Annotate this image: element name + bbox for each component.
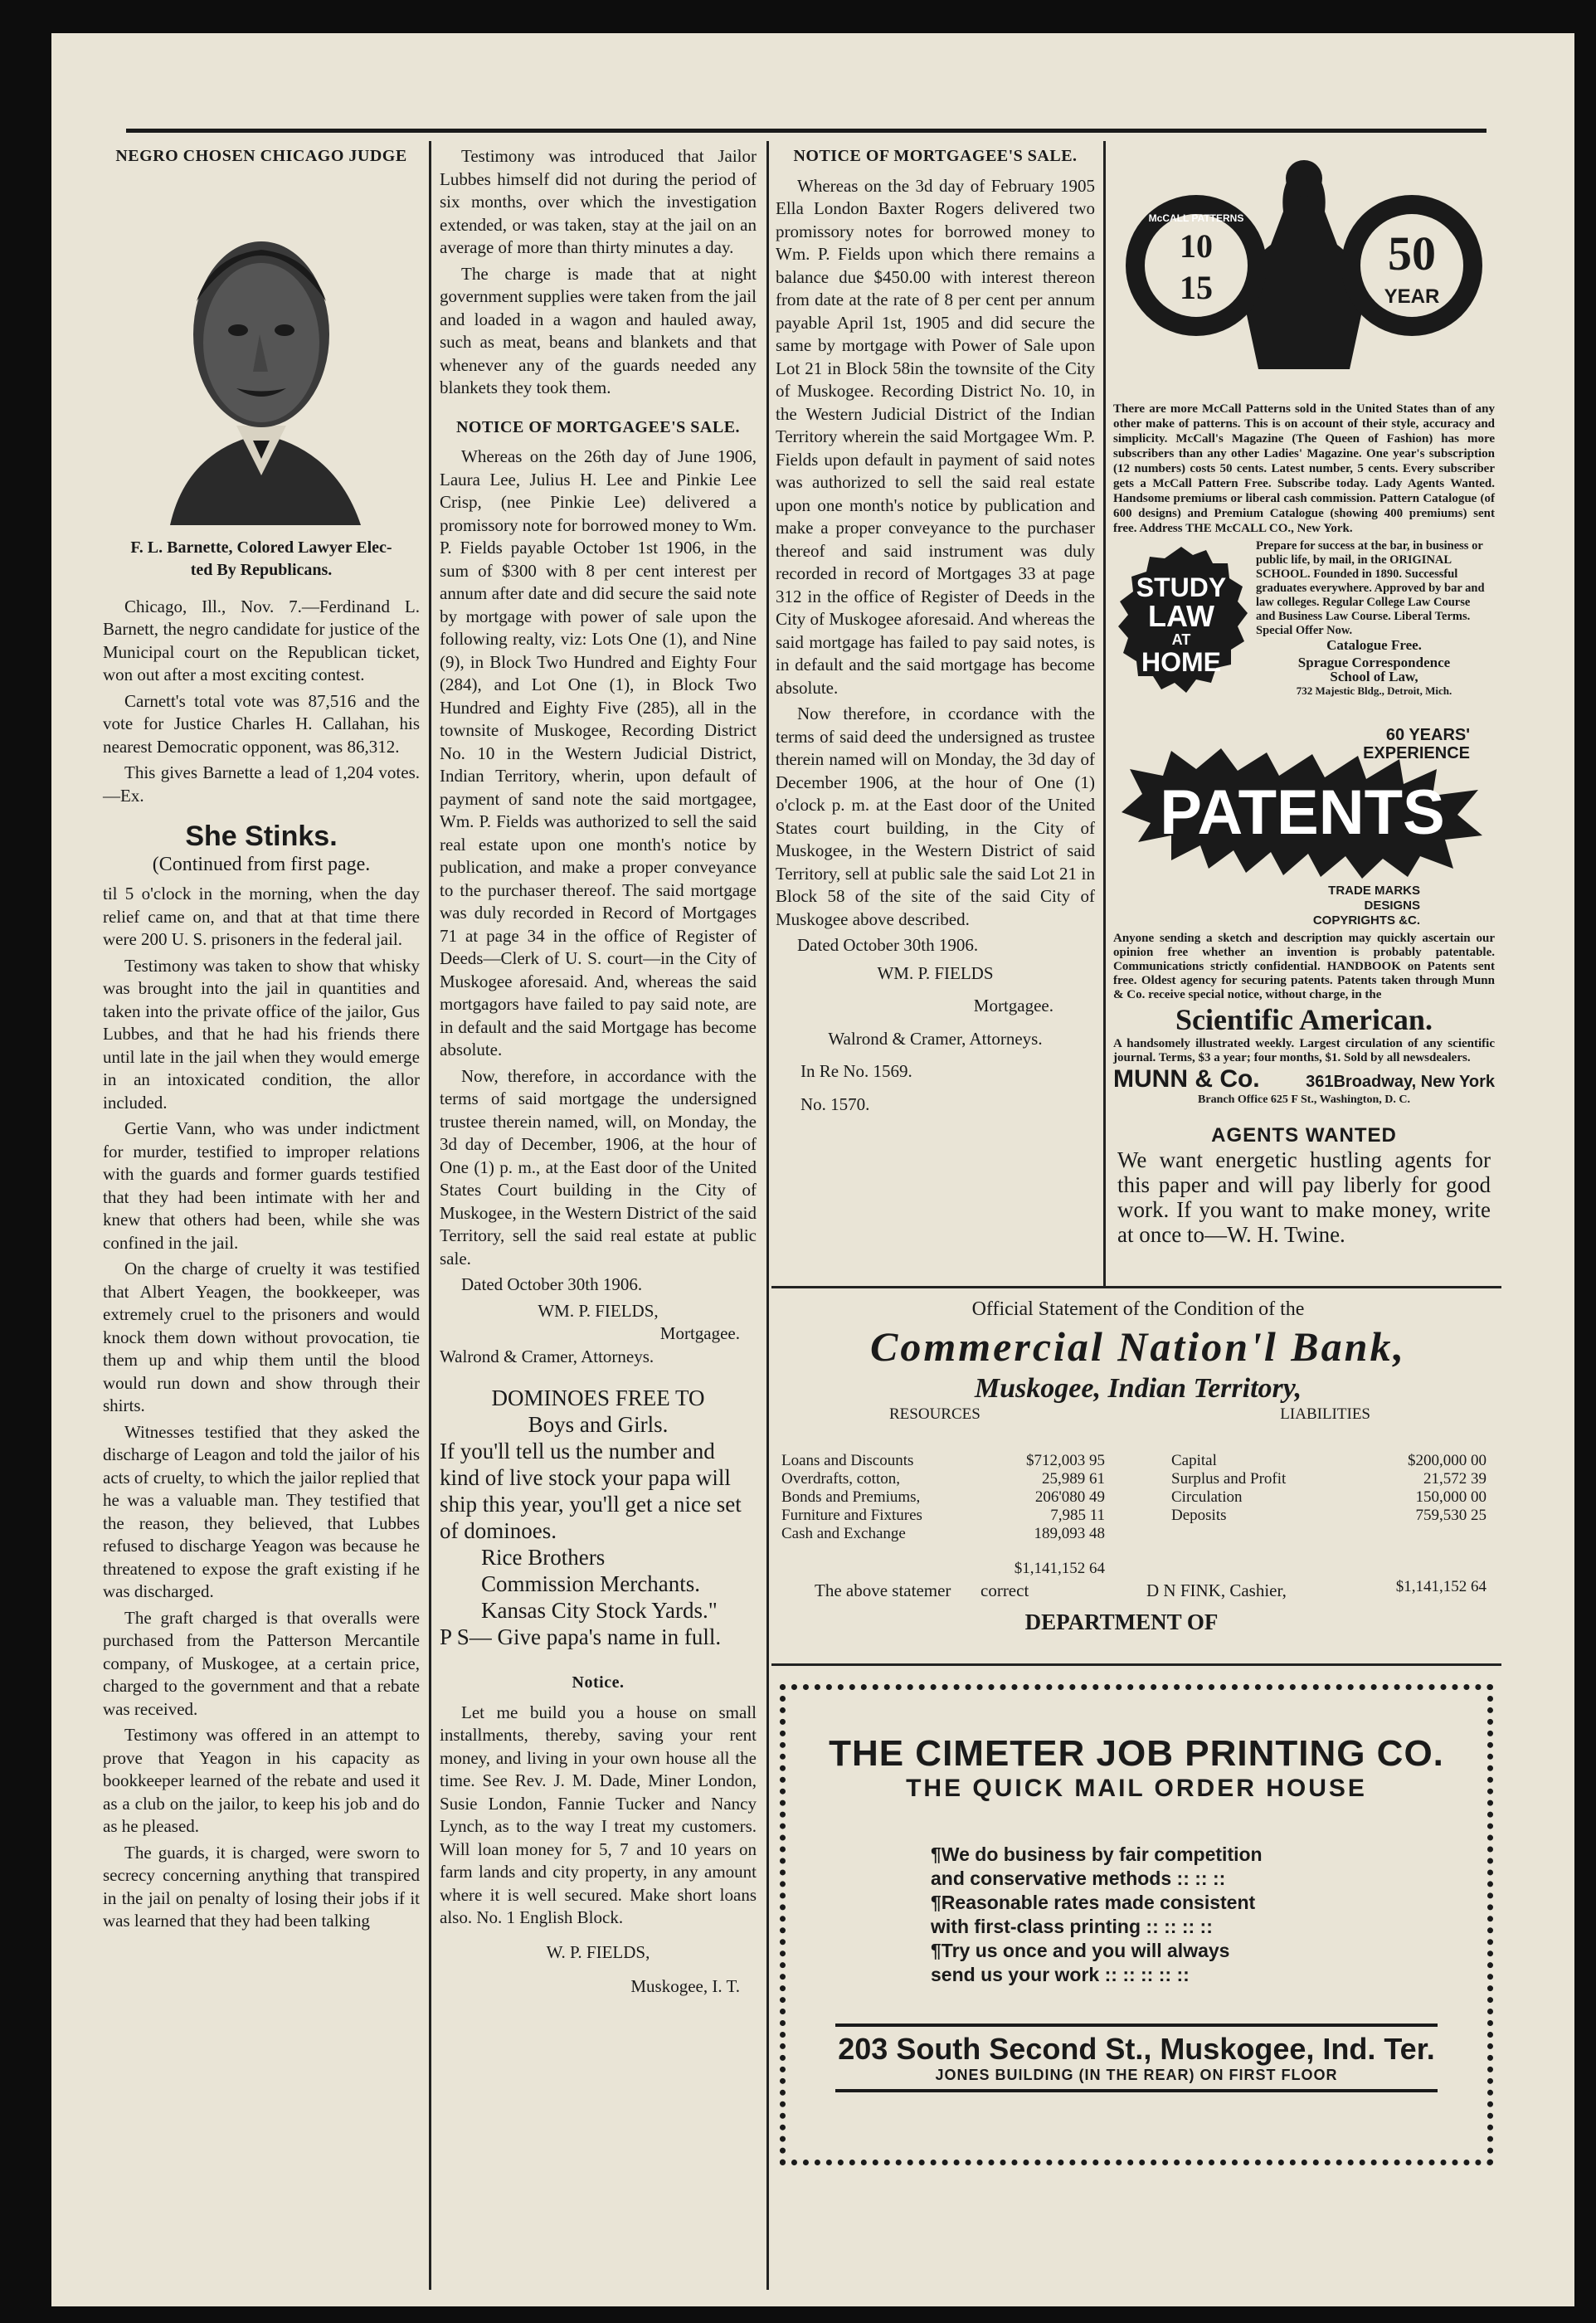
printing-address-2: JONES BUILDING (IN THE REAR) ON FIRST FLOOR — [935, 2067, 1338, 2083]
bank-bottom-rule — [771, 1663, 1501, 1666]
dominoes-line: Rice Brothers — [481, 1545, 606, 1570]
column-3 — [776, 145, 1095, 1116]
mccall-badge-left-number-1: 10 — [1180, 227, 1213, 265]
notice2-title: Notice. — [572, 1673, 625, 1692]
bank-name: Commercial Nation'l Bank, — [870, 1323, 1406, 1370]
notice-title: NOTICE OF MORTGAGEE'S SALE. — [793, 147, 1078, 165]
portrait-illustration — [137, 177, 386, 525]
patents-munn-address: 361Broadway, New York — [1306, 1073, 1495, 1091]
notice-paragraph: Now therefore, in ccordance with the terms of said deed the undersigned as trustee therein named will on Monday, the 3d day of December 1906, at the hour of One (1) o'clock p. m. at the East door of the United States court building, in the City of Muskogee, in the Western District of said Territory, sell at public sale the said Lot 21 in Block 58 of the site of the said City of Muskogee above described. — [776, 704, 1095, 929]
bank-liability-row: Capital $200,000 00 — [1171, 1452, 1487, 1469]
mccall-badge-left-number-2: 15 — [1180, 269, 1213, 306]
bank-liability-row: Surplus and Profit 21,572 39 — [1171, 1470, 1487, 1488]
agents-text: We want energetic hustling agents for this paper and will pay liberly for good work. If you want to make money, write at once to—W. H. Twine. — [1117, 1147, 1491, 1247]
dominoes-body: If you'll tell us the number and kind of live stock your papa will ship this year, you'll get a nice set of dominoes. — [440, 1439, 742, 1543]
mccall-badge-left-label: McCALL PATTERNS — [1148, 212, 1244, 224]
bank-liabilities-table — [1171, 1452, 1487, 1596]
column-rule-3 — [1103, 141, 1106, 1286]
story-paragraph: The guards, it is charged, were sworn to secrecy concerning anything that transpired in the jail on penalty of losing their jobs if it was learned that they had been talking — [103, 1842, 420, 1931]
patents-marks-line-3: COPYRIGHTS &C. — [1312, 913, 1420, 928]
patents-marks-line-2: DESIGNS — [1364, 899, 1420, 913]
study-law-ad — [1113, 539, 1495, 705]
notice-dated: Dated October 30th 1906. — [461, 1274, 643, 1294]
bank-liabilities-label: LIABILITIES — [1280, 1405, 1370, 1423]
bank-heading: Official Statement of the Condition of the — [971, 1298, 1305, 1320]
notice2-place: Muskogee, I. T. — [630, 1976, 740, 1996]
study-law-school-line-2: School of Law, — [1330, 669, 1418, 684]
bank-liability-row: Circulation 150,000 00 — [1171, 1488, 1487, 1506]
printing-ad — [780, 1684, 1493, 2165]
patents-scientific-american: Scientific American. — [1175, 1003, 1433, 1036]
bank-resource-row: Overdrafts, cotton, 25,989 61 — [781, 1470, 1105, 1488]
notice-attorneys: Walrond & Cramer, Attorneys. — [828, 1028, 1043, 1049]
article-paragraph: Carnett's total vote was 87,516 and the vote for Justice Charles H. Callahan, his nearest Democratic opponent, was 86,312. — [103, 690, 420, 757]
article-paragraph: This gives Barnette a lead of 1,204 votes.—Ex. — [103, 762, 420, 806]
printing-address: 203 South Second St., Muskogee, Ind. Ter. — [838, 2032, 1435, 2066]
bank-department: DEPARTMENT OF — [1024, 1610, 1219, 1634]
study-law-catalogue: Catalogue Free. — [1326, 637, 1422, 653]
notice-signer: WM. P. FIELDS, — [538, 1300, 659, 1321]
notice-role: Mortgagee. — [973, 996, 1053, 1015]
story-paragraph: Testimony was taken to show that whisky was brought into the jail in quantities and taken into the private office of the jailor, Gus Lubbes, and that he had his friends there until late in the jail when they would emerge in an intoxicated condition, the allor included. — [103, 955, 420, 1113]
column-2 — [440, 145, 757, 1999]
notice-role: Mortgagee. — [659, 1323, 740, 1343]
bank-resource-row: Bonds and Premiums, 206'080 49 — [781, 1488, 1105, 1506]
mccall-ad-text: There are more McCall Patterns sold in the United States than of any other make of patterns. This is on account of their style, accuracy and simplicity. McCall's Magazine (The Queen of Fashion) has more subscribers than any other Ladies' Magazine. One year's subscription (12 numbers) costs 50 cents. Latest number, 5 cents. Every subscriber gets a McCall Pattern Free. Subscribe today. Lady Agents Wanted. Handsome premiums or liberal cash commission. Pattern Catalogue (of 600 designs) and Premium Catalogue (showing 400 premiums) sent free. Address THE McCALL CO., New York. — [1113, 402, 1495, 535]
agents-wanted-ad — [1117, 1124, 1491, 1282]
mccall-badge-right-word: YEAR — [1384, 285, 1440, 308]
patents-ad — [1113, 726, 1495, 1124]
printing-lines — [931, 1843, 1487, 1987]
printing-title: THE CIMETER JOB PRINTING CO. — [829, 1733, 1444, 1774]
bank-resource-row: Cash and Exchange 189,093 48 — [781, 1525, 1105, 1542]
notice2-text: Let me build you a house on small installments, thereby, saving your rent money, and living in your own house all the time. See Rev. J. M. Dade, Miner London, Susie London, Fannie Tucker and Nancy Lynch, as to the way I treat my customers. Will loan money for 5, 7 and 10 years on farm lands and city property, in any amount where it is well secured. Make short loans also. No. 1 English Block. — [440, 1702, 757, 1927]
printing-line: with first-class printing :: :: :: :: — [931, 1916, 1213, 1937]
notice-paragraph: Whereas on the 3d day of February 1905 Ella London Baxter Rogers delivered two promissory notes for borrowed money to Wm. P. Fields upon which there remains a balance due $450.00 with interest thereon from date at the rate of 8 per cent per annum payable April 1st, 1905 and did secure the same by mortgage with Power of Sale upon Lot 21 in Block 58in the townsite of the City of Muskogee. Recording District No. 10, in the Western Judicial District of the Indian Territory wherein the said Mortgagee Wm. P. Fields upon default in payment of said notes was authorized to sell the said real estate upon one month's notice by publication and make a proper conveyance to the purchaser thereof and said instrument was duly recorded in record of Mortgages 33 at page 312 in the office of Register of Deeds in the City of Muskogee aforesaid. And whereas the said mortgage has failed to pay said notes, is in default and the said mortgage has become absolute. — [776, 175, 1095, 698]
patents-text-2: A handsomely illustrated weekly. Largest circulation of any scientific journal. Terms, $3 a year; four months, $1. Sold by all newsdealers. — [1113, 1037, 1495, 1064]
patents-munn: MUNN & Co. — [1113, 1065, 1260, 1093]
bank-resource-row: Furniture and Fixtures 7,985 11 — [781, 1507, 1105, 1524]
patents-word: PATENTS — [1160, 777, 1445, 848]
dominoes-line: Commission Merchants. — [481, 1571, 700, 1596]
bank-statement — [781, 1298, 1495, 1655]
case-number-2: No. 1570. — [800, 1093, 870, 1114]
column-rule-1 — [429, 141, 431, 2290]
dominoes-subtitle: Boys and Girls. — [528, 1412, 669, 1437]
bank-resource-row: Loans and Discounts $712,003 95 — [781, 1452, 1105, 1469]
notice-dated: Dated October 30th 1906. — [797, 935, 979, 955]
study-law-badge-line-1: STUDY — [1136, 572, 1227, 602]
printing-line: ¶Reasonable rates made consistent — [931, 1892, 1256, 1913]
patents-starburst — [1113, 744, 1495, 881]
bank-cashier: D N FINK, Cashier, — [1146, 1580, 1287, 1600]
portrait-caption-line-2: ted By Republicans. — [190, 561, 333, 579]
study-law-badge-line-3: AT — [1171, 631, 1191, 648]
patents-text: Anyone sending a sketch and description may quickly ascertain our opinion free whether an invention is probably patentable. Communications strictly confidential. HANDBOOK on Patents sent free. Oldest agency for securing patents. Patents taken through Munn & Co. receive special notice, without charge, in the — [1113, 932, 1495, 1001]
notice-paragraph: Now, therefore, in accordance with the terms of said mortgage the undersigned trustee therein named, will, on Monday, the 3d day of December, 1906, at the hour of One (1) p. m., at the East door of the United States Court building in the City of Muskogee, in the Western District of the said Territory, sell the said real estate at public sale. — [440, 1065, 757, 1269]
bank-top-rule — [771, 1286, 1501, 1288]
patents-experience-line-1: 60 YEARS' — [1385, 726, 1470, 744]
story-paragraph: til 5 o'clock in the morning, when the day relief came on, and that at that time there were 200 U. S. prisoners in the federal jail. — [103, 884, 420, 949]
case-number-1: In Re No. 1569. — [800, 1061, 912, 1081]
notice-paragraph: Whereas on the 26th day of June 1906, Laura Lee, Julius H. Lee and Pinkie Lee Crisp, (nee Pinkie Lee) delivered a promissory note for borrowed money to Wm. P. Fields payable October 1st 1906, in the sum of $300 with 8 per cent interest per annum after date and did secure the said note by mortgage with power of sale upon the following realty, viz: Lots One (1), and Nine (9), in Block Two Hundred and Eighty Four (284), and Lot One (1), in Block Two Hundred and Eighty Five (285), all in the townsite of Muskogee, Recording District No. 10 in the Western Judicial District, Indian Territory, wherin, upon default of payment of sand note the said mortgagee, Wm. P. Fields was authorized to sell the said real estate upon one month's notice by publication, and make a proper conveyance to the purchaser thereof. The said mortgage was duly recorded in Record of Mortgages 71 at page 34 in the office of Register of Deeds—Clerk of U. S. court—in the City of Muskogee aforesaid. And, whereas the said mortgagors have failed to pay said note, are in default and the said Mortgage has become absolute. — [440, 446, 757, 1059]
bank-location: Muskogee, Indian Territory, — [974, 1373, 1302, 1404]
bank-resources-table — [781, 1452, 1105, 1578]
patents-branch: Branch Office 625 F St., Washington, D. C. — [1198, 1093, 1410, 1106]
dominoes-title: DOMINOES FREE TO — [491, 1386, 705, 1410]
bank-liability-row: Deposits 759,530 25 — [1171, 1507, 1487, 1524]
bank-total-resources-row: $1,141,152 64 — [1014, 1560, 1105, 1577]
story-paragraph: Witnesses testified that they asked the discharge of Leagon and told the jailor of his acts of cruelty, to which the jailor replied that he was a valuable man. They testified that the reason, they believed, that Lubbes refused to discharge Yeagon was because he threatened to expose the graft existing if he was discharged. — [103, 1421, 420, 1601]
story-title: She Stinks. — [185, 821, 338, 852]
portrait-caption-line-1: F. L. Barnette, Colored Lawyer Elec- — [130, 538, 392, 557]
mccall-ad — [1113, 145, 1495, 535]
story-paragraph: The graft charged is that overalls were purchased from the Patterson Mercantile company, of Muskogee, at a certain price, charged to the government and that a rebate was received. — [103, 1607, 420, 1719]
printing-line: ¶We do business by fair competition — [931, 1843, 1263, 1865]
bank-total-liabilities-row: $1,141,152 64 — [1395, 1578, 1487, 1595]
dominoes-line: Kansas City Stock Yards." — [481, 1598, 718, 1623]
story-paragraph: Testimony was offered in an attempt to prove that Yeagon in his capacity as bookkeeper learned of the rebate and used it as a club on the jailor, to keep his job and do as he pleased. — [103, 1725, 420, 1836]
column-rule-2 — [766, 141, 769, 2290]
study-law-text: Prepare for success at the bar, in business or public life, by mail, in the ORIGINAL SCHOOL. Founded in 1890. Successful graduates everywhere. Approved by bar and law colleges. Regular College Law Course and Business Law Course. Liberal Terms. Special Offer Now. — [1256, 539, 1485, 637]
mccall-badge-right-number: 50 — [1388, 226, 1436, 280]
agents-title: AGENTS WANTED — [1211, 1124, 1397, 1147]
column-1 — [103, 145, 420, 1936]
printing-subtitle: THE QUICK MAIL ORDER HOUSE — [906, 1775, 1367, 1802]
bank-resources-label: RESOURCES — [889, 1405, 980, 1423]
study-law-badge — [1113, 543, 1250, 701]
printing-line: send us your work :: :: :: :: :: — [931, 1964, 1190, 1985]
printing-line: and conservative methods :: :: :: — [931, 1868, 1226, 1889]
patents-experience-line-2: EXPERIENCE — [1363, 744, 1470, 762]
study-law-school-line-1: Sprague Correspondence — [1297, 655, 1451, 670]
article-headline: NEGRO CHOSEN CHICAGO JUDGE — [115, 147, 407, 165]
dominoes-ad — [440, 1385, 757, 1650]
notice-attorneys: Walrond & Cramer, Attorneys. — [440, 1346, 654, 1366]
bank-statement-left: The above statemer — [815, 1580, 951, 1600]
story-paragraph: On the charge of cruelty it was testified that Albert Yeagen, the bookkeeper, was extremely cruel to the prisoners and would knock them down without provocation, tie them up and whip them until the blood would run down and show through their shirts. — [103, 1259, 420, 1415]
article-paragraph: Testimony was introduced that Jailor Lubbes himself did not during the period of six months, over which the investigation extended, or was taken, stay at the jail on an average of more than thirty minutes a day. — [440, 146, 757, 257]
notice-signer: WM. P. FIELDS — [877, 962, 994, 983]
top-rule — [126, 129, 1487, 133]
story-subtitle: (Continued from first page. — [152, 853, 371, 875]
printing-line: ¶Try us once and you will always — [931, 1940, 1230, 1961]
study-law-badge-line-2: LAW — [1148, 599, 1214, 633]
patents-marks-line-1: TRADE MARKS — [1328, 884, 1420, 898]
notice2-signer: W. P. FIELDS, — [546, 1941, 650, 1962]
article-paragraph: Chicago, Ill., Nov. 7.—Ferdinand L. Barnett, the negro candidate for justice of the Municipal court on the Republican ticket, won out after a most exciting contest. — [103, 596, 420, 684]
study-law-address: 732 Majestic Bldg., Detroit, Mich. — [1296, 684, 1452, 697]
mccall-badges-illustration — [1113, 145, 1495, 394]
bank-statement-mid: correct — [980, 1580, 1029, 1600]
dominoes-ps: P S— Give papa's name in full. — [440, 1624, 722, 1649]
study-law-badge-line-4: HOME — [1141, 647, 1221, 677]
story-paragraph: Gertie Vann, who was under indictment for murder, testified to improper relations with the guards and former guards testified that they had been intimate with her and knew that others had been, while she was confined in the jail. — [103, 1118, 420, 1253]
article-paragraph: The charge is made that at night government supplies were taken from the jail and loaded in a wagon and hauled away, such as meat, beans and blankets and that whenever any of the guards needed any blankets they took them. — [440, 263, 757, 397]
notice-title: NOTICE OF MORTGAGEE'S SALE. — [455, 417, 741, 436]
newspaper-page — [51, 33, 1574, 2306]
